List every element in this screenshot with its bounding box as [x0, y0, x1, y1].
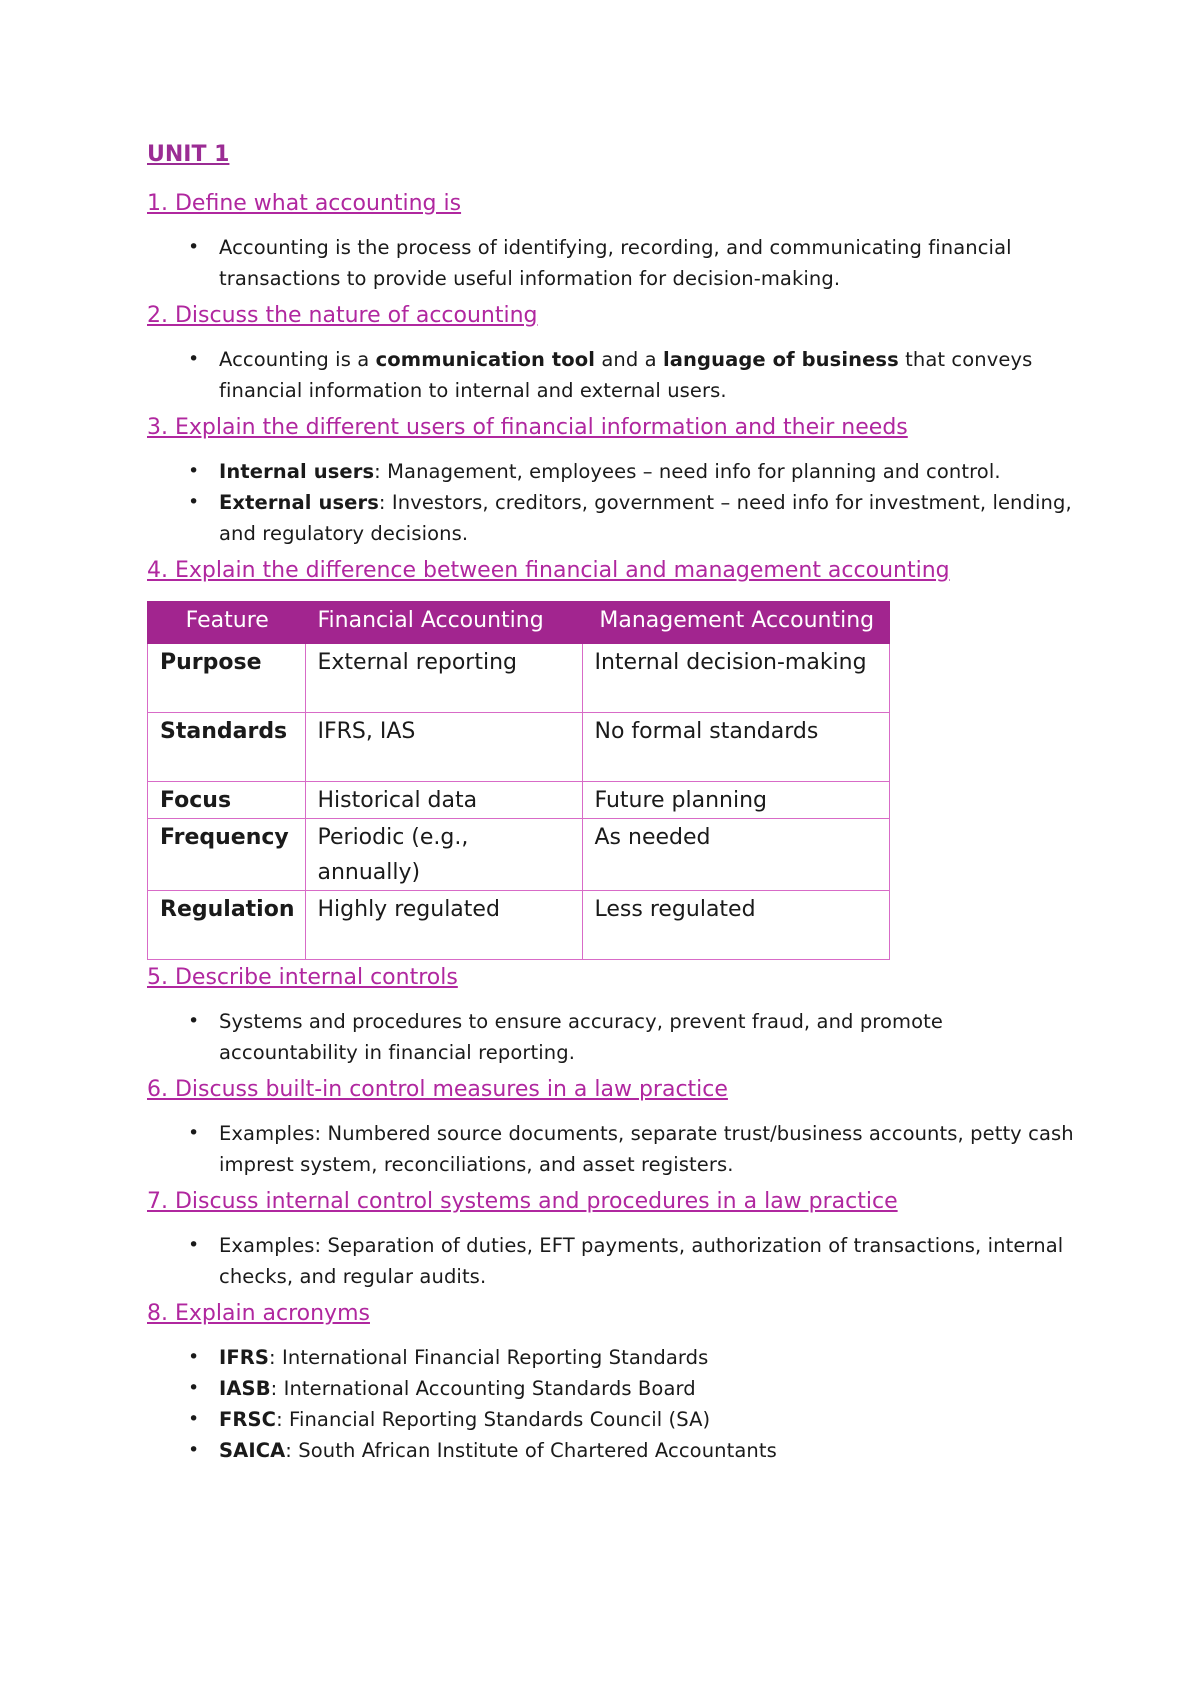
table-cell: No formal standards — [582, 713, 890, 782]
table-cell: Internal decision-making — [582, 644, 890, 713]
heading-control-systems: 7. Discuss internal control systems and procedures in a law practice — [147, 1189, 898, 1214]
bullet-icon: • — [188, 1439, 200, 1461]
list-item — [147, 1006, 1077, 1068]
comparison-table — [147, 601, 890, 960]
list-item — [147, 1435, 1077, 1466]
table-cell: Less regulated — [582, 891, 890, 960]
table-cell: IFRS, IAS — [305, 713, 582, 782]
bullet-icon: • — [188, 1010, 200, 1032]
table-row — [148, 713, 890, 782]
list-item — [147, 1342, 1077, 1373]
bullet-icon: • — [188, 348, 200, 370]
table-header-cell: Management Accounting — [582, 602, 890, 644]
table-cell: Highly regulated — [305, 891, 582, 960]
bullet-icon: • — [188, 1234, 200, 1256]
bullet-icon: • — [188, 491, 200, 513]
bullet-list — [147, 1342, 1077, 1466]
list-item — [147, 1230, 1077, 1292]
list-item — [147, 232, 1077, 294]
acronym: IASB — [219, 1377, 271, 1400]
acronym: IFRS — [219, 1346, 270, 1369]
heading-internal-controls: 5. Describe internal controls — [147, 965, 458, 990]
heading-built-in-controls: 6. Discuss built-in control measures in a law practice — [147, 1077, 728, 1102]
list-item-text: Accounting is the process of identifying, recording, and communicating financial transactions to provide useful information for decision-making. — [219, 236, 1012, 290]
list-item — [147, 456, 1077, 487]
bullet-list — [147, 1006, 1077, 1068]
list-item — [147, 1404, 1077, 1435]
table-row — [148, 644, 890, 713]
list-item — [147, 344, 1077, 406]
table-header-cell: Financial Accounting — [305, 602, 582, 644]
document-content — [147, 140, 1077, 1472]
list-item-text: and a — [595, 348, 663, 371]
list-item — [147, 487, 1077, 549]
heading-nature-of-accounting: 2. Discuss the nature of accounting — [147, 303, 538, 328]
bullet-icon: • — [188, 1346, 200, 1368]
bullet-list — [147, 456, 1077, 549]
unit-title: UNIT 1 — [147, 142, 230, 167]
table-cell: Historical data — [305, 782, 582, 819]
bold-term: language of business — [663, 348, 899, 371]
bullet-list — [147, 1118, 1077, 1180]
bullet-icon: • — [188, 1122, 200, 1144]
heading-financial-vs-management: 4. Explain the difference between financial and management accounting — [147, 558, 950, 583]
list-item-text: : Investors, creditors, government – need info for investment, lending, and regulatory decisions. — [219, 491, 1072, 545]
list-item-text: : Management, employees – need info for planning and control. — [374, 460, 1001, 483]
acronym-definition: : Financial Reporting Standards Council (SA) — [276, 1408, 711, 1431]
heading-acronyms: 8. Explain acronyms — [147, 1301, 370, 1326]
bold-term: communication tool — [375, 348, 596, 371]
acronym-definition: : International Financial Reporting Standards — [269, 1346, 709, 1369]
table-cell: Periodic (e.g., annually) — [305, 819, 582, 891]
acronym-definition: : South African Institute of Chartered Accountants — [285, 1439, 777, 1462]
heading-users-of-information: 3. Explain the different users of financial information and their needs — [147, 415, 908, 440]
bullet-icon: • — [188, 460, 200, 482]
table-row-label: Focus — [148, 782, 306, 819]
list-item — [147, 1118, 1077, 1180]
table-row — [148, 782, 890, 819]
list-item-text: Accounting is a — [219, 348, 376, 371]
table-row — [148, 891, 890, 960]
table-cell: External reporting — [305, 644, 582, 713]
list-item-text: Examples: Separation of duties, EFT payments, authorization of transactions, internal checks, and regular audits. — [219, 1234, 1064, 1288]
heading-define-accounting: 1. Define what accounting is — [147, 191, 462, 216]
table-row — [148, 819, 890, 891]
bold-term: External users — [219, 491, 379, 514]
acronym: FRSC — [219, 1408, 277, 1431]
table-cell: As needed — [582, 819, 890, 891]
table-row-label: Purpose — [148, 644, 306, 713]
bold-term: Internal users — [219, 460, 375, 483]
list-item-text: Systems and procedures to ensure accuracy, prevent fraud, and promote accountability in financial reporting. — [219, 1010, 943, 1064]
bullet-list — [147, 344, 1077, 406]
bullet-icon: • — [188, 1377, 200, 1399]
table-row-label: Frequency — [148, 819, 306, 891]
acronym-definition: : International Accounting Standards Board — [270, 1377, 696, 1400]
list-item — [147, 1373, 1077, 1404]
table-cell: Future planning — [582, 782, 890, 819]
table-header-row — [148, 602, 890, 644]
bullet-list — [147, 232, 1077, 294]
list-item-text: Examples: Numbered source documents, separate trust/business accounts, petty cash imprest system, reconciliations, and asset registers. — [219, 1122, 1074, 1176]
bullet-icon: • — [188, 236, 200, 258]
table-header-cell: Feature — [148, 602, 306, 644]
bullet-list — [147, 1230, 1077, 1292]
list-item-text: that conveys financial information to internal and external users. — [219, 348, 1033, 402]
table-row-label: Regulation — [148, 891, 306, 960]
acronym: SAICA — [219, 1439, 286, 1462]
table-row-label: Standards — [148, 713, 306, 782]
bullet-icon: • — [188, 1408, 200, 1430]
